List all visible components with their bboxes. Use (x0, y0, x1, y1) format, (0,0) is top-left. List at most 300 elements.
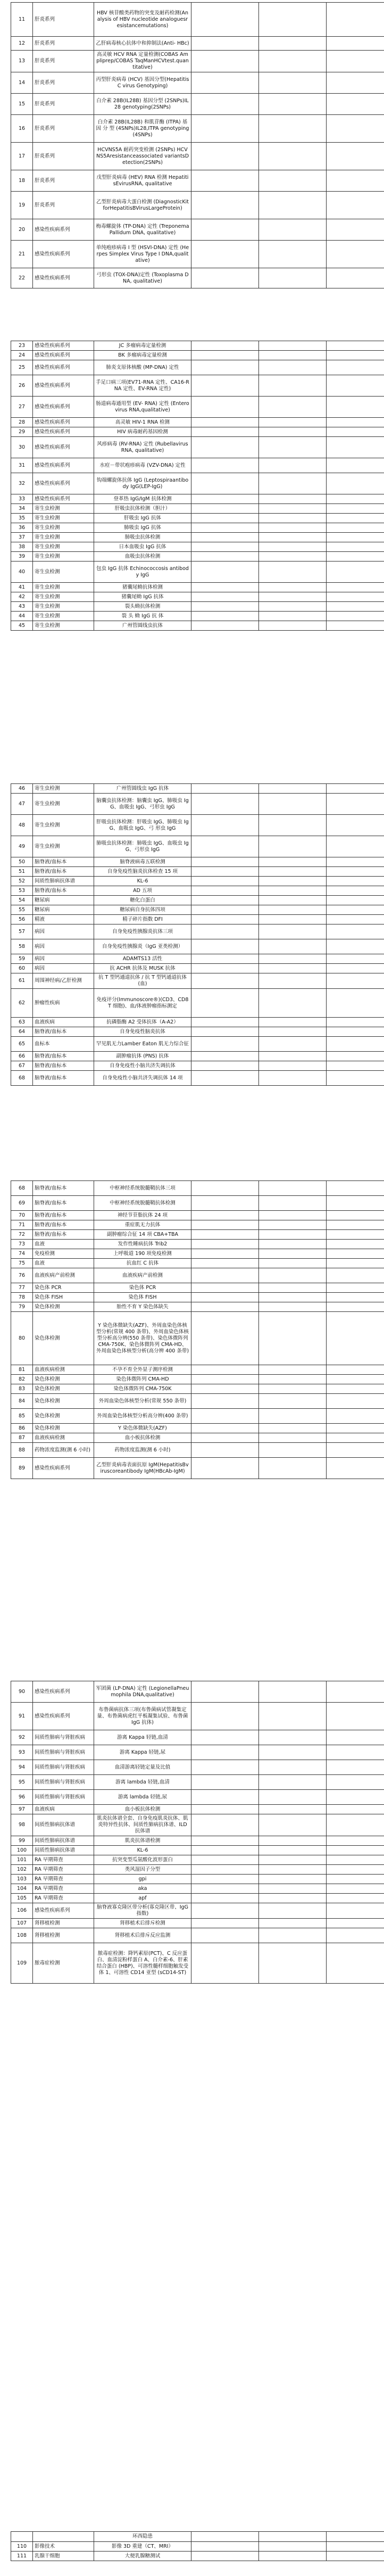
table-row (11, 896, 384, 905)
empty-cell (191, 621, 259, 631)
table-row (11, 1760, 384, 1775)
table-row (11, 542, 384, 552)
row-number: 93 (11, 1745, 33, 1760)
table-row (11, 1384, 384, 1394)
empty-cell (327, 268, 384, 288)
empty-cell (191, 939, 259, 954)
table-row (11, 523, 384, 533)
empty-cell (191, 1230, 259, 1240)
row-number: 83 (11, 1384, 33, 1394)
row-category: 肾移植检测 (33, 1919, 94, 1928)
table-row (11, 341, 384, 351)
empty-cell (191, 1730, 259, 1745)
empty-cell (259, 1375, 327, 1384)
row-category: 脑脊液/血标本 (33, 1027, 94, 1037)
row-category: 药物浓度监测(测 6 小时) (33, 1443, 94, 1458)
empty-cell (191, 1283, 259, 1293)
row-test-item: 外周血染色体核型分析(常规 550 条带) (94, 1394, 191, 1409)
row-category: 感染性疾病系列 (33, 1458, 94, 1479)
empty-cell (259, 1259, 327, 1268)
empty-cell (191, 514, 259, 523)
row-category: RA 早期筛查 (33, 1894, 94, 1903)
row-number: 11 (11, 3, 33, 37)
row-category: 脑脊液/血标本 (33, 1196, 94, 1211)
row-test-item: 脓毒症检测：降钙素原(PCT)、C 反应蛋白、血清淀粉样蛋白 A、白介素-6、肝素结合蛋白 (HBP)、可溶性髓样细胞触发受体 1、可溶性 CD14 亚型 (sCD14-ST) (94, 1943, 191, 1984)
empty-cell (327, 375, 384, 397)
row-category: 肾移植检测 (33, 1928, 94, 1943)
row-number: 61 (11, 973, 33, 989)
empty-cell (191, 1375, 259, 1384)
inspection-table-3 (11, 783, 384, 1086)
row-test-item: apf (94, 1894, 191, 1903)
empty-cell (259, 1745, 327, 1760)
row-category: 间质性肺病抗体谱 (33, 1814, 94, 1836)
empty-cell (327, 939, 384, 954)
row-number: 25 (11, 360, 33, 375)
empty-cell (259, 784, 327, 794)
empty-cell (327, 1211, 384, 1220)
table-row (11, 1018, 384, 1027)
empty-cell (191, 1027, 259, 1037)
row-test-item: 军团菌 (LP-DNA) 定性 (LegionellaPneumophila DNA,qualitative) (94, 1681, 191, 1703)
row-test-item: 肠道病毒通用型 (EV- RNA) 定性 (Enterovirus RNA,qualitative) (94, 397, 191, 418)
row-category: 染色体检测 (33, 1375, 94, 1384)
row-test-item: 肾移植术后排斥反应监测 (94, 1928, 191, 1943)
row-test-item: 染色体微阵列 CMA-750K (94, 1384, 191, 1394)
row-category: 肝炎系列 (33, 170, 94, 192)
row-category: 血标本 (33, 1037, 94, 1052)
table-row (11, 1884, 384, 1894)
row-category: 寄生虫检测 (33, 583, 94, 592)
empty-cell (327, 458, 384, 473)
row-number: 95 (11, 1775, 33, 1790)
row-number: 22 (11, 268, 33, 288)
row-category: 肝炎系列 (33, 51, 94, 72)
empty-cell (259, 886, 327, 896)
empty-cell (259, 1814, 327, 1836)
row-category: 间质性肺病与肾脏疾病 (33, 1790, 94, 1805)
empty-cell (259, 1268, 327, 1283)
empty-cell (191, 542, 259, 552)
empty-cell (259, 1928, 327, 1943)
empty-cell (259, 375, 327, 397)
empty-cell (191, 2552, 259, 2561)
row-number: 109 (11, 1943, 33, 1984)
row-category: 间质性肺病与肾脏疾病 (33, 1730, 94, 1745)
row-number: 108 (11, 1928, 33, 1943)
empty-cell (327, 1181, 384, 1196)
row-category: 寄生虫检测 (33, 504, 94, 514)
empty-cell (327, 592, 384, 602)
empty-cell (191, 1181, 259, 1196)
table-row (11, 1443, 384, 1458)
row-number: 54 (11, 896, 33, 905)
empty-cell (259, 915, 327, 924)
row-number: 33 (11, 494, 33, 504)
row-number: 52 (11, 877, 33, 886)
empty-cell (191, 954, 259, 964)
empty-cell (191, 1884, 259, 1894)
row-test-item: Y 染色体微缺失(AZF)、外周血染色体核型分析(常规 400 条带)、外周血染色体核型分析高分辨(550 条带)、染色体微阵列 CMA-750K、染色体微阵列 CMA-HD、外周血染色体核型分析(高分辨 400 条带) (94, 1312, 191, 1365)
empty-cell (259, 1760, 327, 1775)
empty-cell (259, 94, 327, 115)
table-row (11, 1894, 384, 1903)
row-category: 寄生虫检测 (33, 562, 94, 583)
empty-cell (191, 1220, 259, 1230)
row-test-item: 上呼吸道 190 项免疫检测 (94, 1249, 191, 1259)
row-number: 66 (11, 1052, 33, 1061)
empty-cell (327, 1037, 384, 1052)
table-row (11, 1409, 384, 1424)
empty-cell (259, 1052, 327, 1061)
row-number: 43 (11, 602, 33, 612)
empty-cell (259, 1061, 327, 1071)
empty-cell (191, 1760, 259, 1775)
empty-cell (259, 2552, 327, 2561)
row-number: 24 (11, 351, 33, 360)
row-test-item: 裂头蚴抗体检测 (94, 602, 191, 612)
row-category: 寄生虫检测 (33, 794, 94, 815)
row-test-item: 肺吸虫 IgG 抗体 (94, 523, 191, 533)
empty-cell (191, 268, 259, 288)
empty-cell (259, 1018, 327, 1027)
row-test-item: 登革热 IgG/IgM 抗体检测 (94, 494, 191, 504)
row-test-item: 游离 lambda 轻链,血清 (94, 1775, 191, 1790)
row-test-item: aka (94, 1884, 191, 1894)
row-number: 94 (11, 1760, 33, 1775)
table-row (11, 867, 384, 877)
table-row (11, 1943, 384, 1984)
empty-cell (259, 397, 327, 418)
empty-cell (327, 3, 384, 37)
row-number: 23 (11, 341, 33, 351)
row-category: RA 早期筛查 (33, 1884, 94, 1894)
row-number: 92 (11, 1730, 33, 1745)
empty-cell (327, 1061, 384, 1071)
empty-cell (327, 1196, 384, 1211)
row-number: 68 (11, 1071, 33, 1086)
empty-cell (259, 1230, 327, 1240)
empty-cell (259, 1240, 327, 1249)
empty-cell (327, 2552, 384, 2561)
empty-cell (259, 1196, 327, 1211)
table-row (11, 72, 384, 94)
row-test-item: 白介素 28B(IL28B) 和肌苷酶 (ITPA) 基 因 分 型 (4SNPs)IL28,ITPA genotyping(4SNPs) (94, 115, 191, 143)
row-category: 感染性疾病系列 (33, 241, 94, 268)
row-number: 53 (11, 886, 33, 896)
table-row (11, 1061, 384, 1071)
row-number: 110 (11, 2542, 33, 2552)
empty-cell (327, 1745, 384, 1760)
empty-cell (191, 37, 259, 51)
empty-cell (327, 2542, 384, 2552)
empty-cell (191, 1855, 259, 1865)
empty-cell (191, 94, 259, 115)
empty-cell (327, 1928, 384, 1943)
empty-cell (327, 1943, 384, 1984)
row-number: 12 (11, 37, 33, 51)
table-row (11, 1365, 384, 1375)
row-test-item: 药物浓度监测(测 6 小时) (94, 1443, 191, 1458)
table-row (11, 1312, 384, 1365)
row-test-item: 胎性不育 Y 染色体缺失 (94, 1302, 191, 1312)
table-row (11, 1433, 384, 1443)
table-row (11, 784, 384, 794)
empty-cell (259, 1703, 327, 1730)
row-category: 肝炎系列 (33, 115, 94, 143)
row-number: 65 (11, 1037, 33, 1052)
empty-cell (259, 3, 327, 37)
row-category: 寄生虫检测 (33, 621, 94, 631)
table-row (11, 192, 384, 219)
empty-cell (191, 170, 259, 192)
row-number: 80 (11, 1312, 33, 1365)
empty-cell (191, 1805, 259, 1814)
table-row (11, 1790, 384, 1805)
empty-cell (327, 397, 384, 418)
empty-cell (191, 341, 259, 351)
row-test-item: 抗突变型瓜氨酸化波形蛋白 (94, 1855, 191, 1865)
row-number: 100 (11, 1846, 33, 1855)
row-number: 31 (11, 458, 33, 473)
empty-cell (327, 351, 384, 360)
row-number: 45 (11, 621, 33, 631)
row-test-item: 肝吸虫抗体检测（胆汁） (94, 504, 191, 514)
empty-cell (259, 170, 327, 192)
row-category: 寄生虫检测 (33, 533, 94, 542)
empty-cell (191, 1865, 259, 1875)
table-row (11, 989, 384, 1018)
table-row (11, 1259, 384, 1268)
empty-cell (327, 867, 384, 877)
row-category: 感染性疾病系列 (33, 437, 94, 458)
empty-cell (191, 1052, 259, 1061)
row-test-item: 钩端螺旋体抗体 IgG (Leptospiraantibody IgG(LEP-IgG) (94, 473, 191, 494)
row-number: 28 (11, 418, 33, 427)
row-number: 38 (11, 542, 33, 552)
row-category: 间质性肺病抗体谱 (33, 1836, 94, 1846)
table-row (11, 1919, 384, 1928)
row-test-item: 肝吸虫 IgG 抗体 (94, 514, 191, 523)
row-test-item: 血清游离轻链定量及比值 (94, 1760, 191, 1775)
row-number: 14 (11, 72, 33, 94)
empty-cell (191, 886, 259, 896)
row-test-item: 罕见肌无力Lamber Eaton 肌无力综合征 (94, 1037, 191, 1052)
table-row (11, 1249, 384, 1259)
table-row (11, 94, 384, 115)
empty-cell (259, 552, 327, 562)
empty-cell (327, 815, 384, 836)
empty-cell (191, 437, 259, 458)
empty-cell (327, 905, 384, 915)
empty-cell (191, 1259, 259, 1268)
empty-cell (191, 815, 259, 836)
empty-cell (259, 815, 327, 836)
empty-cell (191, 857, 259, 867)
empty-cell (259, 794, 327, 815)
row-number: 37 (11, 533, 33, 542)
row-test-item: 风疹病毒 (RV-RNA) 定性 (RubellavirusRNA, qualitative) (94, 437, 191, 458)
row-category: 感染性疾病系列 (33, 427, 94, 437)
row-category: 感染性疾病系列 (33, 1681, 94, 1703)
row-test-item: 裂 头 蚴 IgG 抗 体 (94, 612, 191, 621)
empty-cell (327, 562, 384, 583)
row-test-item: 乙肝病毒核心抗体中和抑制法(Anti- HBc) (94, 37, 191, 51)
table-row (11, 836, 384, 857)
table-row (11, 583, 384, 592)
table-row (11, 1293, 384, 1302)
row-number: 86 (11, 1424, 33, 1433)
empty-cell (327, 1894, 384, 1903)
row-category: 血液疾病产前检测 (33, 1268, 94, 1283)
row-category: 染色体 FISH (33, 1293, 94, 1302)
empty-cell (327, 1855, 384, 1865)
empty-cell (191, 784, 259, 794)
empty-cell (191, 1365, 259, 1375)
empty-cell (191, 458, 259, 473)
table-row (11, 1775, 384, 1790)
row-test-item: 自身免疫性脑炎抗体检查 15 项 (94, 867, 191, 877)
row-test-item: 抗 ACHR 抗体及 MUSK 抗体 (94, 964, 191, 973)
empty-cell (191, 1928, 259, 1943)
row-test-item: KL-6 (94, 1846, 191, 1855)
row-category: 血液疾病检测 (33, 1433, 94, 1443)
empty-cell (327, 1409, 384, 1424)
row-category: 感染性疾病系列 (33, 1903, 94, 1919)
row-number: 70 (11, 1211, 33, 1220)
row-test-item: 脑囊虫抗体检测：脑囊虫 IgG、肺吸虫 IgG、血吸虫 IgG、弓形虫 IgG (94, 794, 191, 815)
empty-cell (191, 192, 259, 219)
table-row (11, 1836, 384, 1846)
row-test-item: 中枢神经系统脱髓鞘抗体检测 (94, 1196, 191, 1211)
empty-cell (191, 1775, 259, 1790)
empty-cell (327, 1903, 384, 1919)
empty-cell (259, 1220, 327, 1230)
row-number: 13 (11, 51, 33, 72)
table-row (11, 1240, 384, 1249)
row-category: RA 早期筛查 (33, 1875, 94, 1884)
row-category: 染色体 PCR (33, 1283, 94, 1293)
empty-cell (191, 989, 259, 1018)
row-category: 脑脊液/血标本 (33, 1052, 94, 1061)
empty-cell (327, 1814, 384, 1836)
row-test-item: KL-6 (94, 877, 191, 886)
row-category: 感染性疾病系列 (33, 219, 94, 241)
empty-cell (327, 1302, 384, 1312)
empty-cell (327, 989, 384, 1018)
empty-cell (327, 1052, 384, 1061)
empty-cell (191, 592, 259, 602)
table-row (11, 612, 384, 621)
empty-cell (191, 360, 259, 375)
row-category: 寄生虫检测 (33, 552, 94, 562)
row-test-item: 乙型肝炎病毒大蛋白检测 (DiagnosticKit forHepatitisBVirusLargeProtein) (94, 192, 191, 219)
empty-cell (191, 552, 259, 562)
empty-cell (327, 1836, 384, 1846)
row-number: 35 (11, 514, 33, 523)
table-row (11, 1875, 384, 1884)
row-test-item: 染色体 PCR (94, 1283, 191, 1293)
row-category: 周围神经病/乙肝检测 (33, 973, 94, 989)
row-test-item: 大便乳腺糖测试 (94, 2552, 191, 2561)
empty-cell (259, 2542, 327, 2552)
table-row (11, 1220, 384, 1230)
row-number: 60 (11, 964, 33, 973)
row-test-item: 外周血染色体核型分析高分辨(400 条带) (94, 1409, 191, 1424)
empty-cell (191, 2542, 259, 2552)
row-category: 染色体检测 (33, 1302, 94, 1312)
empty-cell (327, 115, 384, 143)
empty-cell (259, 473, 327, 494)
empty-cell (191, 973, 259, 989)
row-number: 21 (11, 241, 33, 268)
empty-cell (259, 877, 327, 886)
row-number: 77 (11, 1283, 33, 1293)
row-test-item: 脑脊液寡克隆区带分析(寡克隆区带、IgG 指数) (94, 1903, 191, 1919)
row-category: 染色体检测 (33, 1394, 94, 1409)
table-row (11, 1846, 384, 1855)
row-test-item: 自身免疫性小脑共济失调抗体 (94, 1061, 191, 1071)
table-row (11, 437, 384, 458)
table-header-row (11, 2532, 384, 2542)
empty-cell (191, 1943, 259, 1984)
empty-cell (327, 1268, 384, 1283)
empty-cell (259, 542, 327, 552)
empty-cell (327, 94, 384, 115)
empty-cell (259, 360, 327, 375)
empty-cell (259, 533, 327, 542)
empty-cell (327, 241, 384, 268)
empty-cell (191, 1312, 259, 1365)
empty-cell (191, 504, 259, 514)
table-row (11, 621, 384, 631)
empty-cell (327, 602, 384, 612)
empty-cell (191, 602, 259, 612)
row-number: 82 (11, 1375, 33, 1384)
row-number: 90 (11, 1681, 33, 1703)
table-row (11, 562, 384, 583)
row-category: 染色体检测 (33, 1409, 94, 1424)
empty-cell (327, 1283, 384, 1293)
empty-cell (191, 1302, 259, 1312)
row-test-item: Y 染色体微缺失(AZF) (94, 1424, 191, 1433)
row-category: RA 早期筛查 (33, 1855, 94, 1865)
empty-cell (259, 612, 327, 621)
empty-cell (327, 1805, 384, 1814)
row-test-item: gpi (94, 1875, 191, 1884)
row-category: 脑脊液/血标本 (33, 1071, 94, 1086)
empty-cell (259, 1805, 327, 1814)
row-test-item: 包虫 IgG 抗体 Echinococcosis antibody IgG (94, 562, 191, 583)
empty-cell (327, 1443, 384, 1458)
table-row (11, 857, 384, 867)
empty-cell (191, 1394, 259, 1409)
row-number: 58 (11, 939, 33, 954)
row-number: 27 (11, 397, 33, 418)
empty-cell (191, 867, 259, 877)
row-test-item: 副肿瘤抗体 (PNS) 抗体 (94, 1052, 191, 1061)
empty-cell (327, 1384, 384, 1394)
row-category: 感染性疾病系列 (33, 375, 94, 397)
table-row (11, 418, 384, 427)
row-category: 乳腺干细胞 (33, 2552, 94, 2561)
empty-cell (191, 1703, 259, 1730)
empty-cell (191, 1681, 259, 1703)
row-number: 55 (11, 905, 33, 915)
empty-cell (259, 268, 327, 288)
empty-cell (259, 954, 327, 964)
row-test-item: 发作性睡病抗体 Trib2 (94, 1240, 191, 1249)
